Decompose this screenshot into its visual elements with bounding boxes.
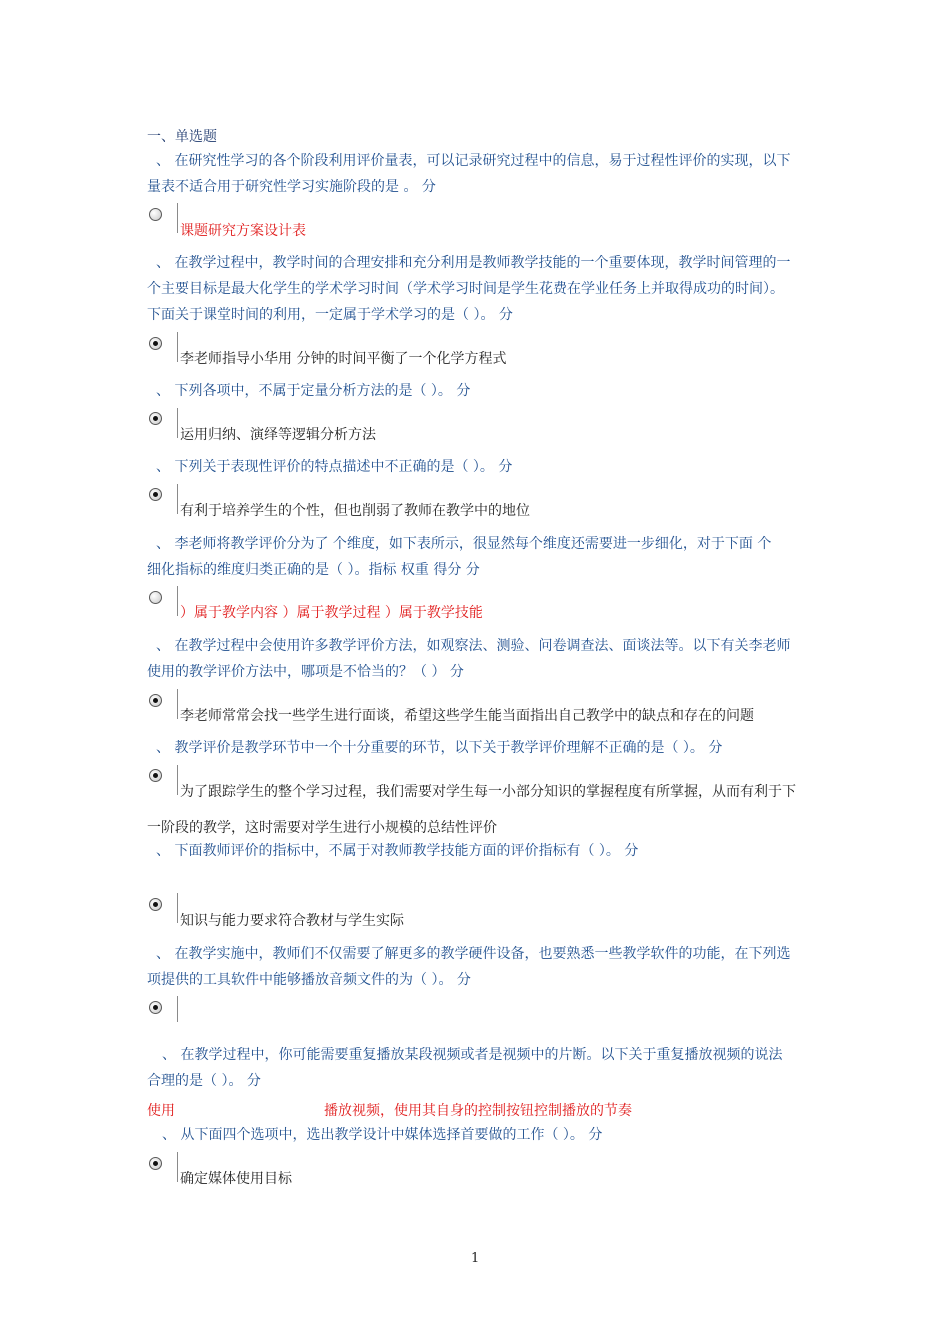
- question-7-answer[interactable]: 为了跟踪学生的整个学习过程，我们需要对学生每一小部分知识的掌握程度有所掌握，从而有利于下: [180, 784, 796, 800]
- option-divider: [177, 689, 178, 719]
- question-11-line-1: 、 从下面四个选项中，选出教学设计中媒体选择首要做的工作（ ）。 分: [162, 1127, 603, 1143]
- question-2-line-1: 、 在教学过程中，教学时间的合理安排和充分利用是教师教学技能的一个重要体现，教学时间管理的一: [156, 255, 791, 271]
- question-3-line-1: 、 下列各项中，不属于定量分析方法的是（ ）。 分: [156, 383, 471, 399]
- question-5-line-1: 、 李老师将教学评价分为了 个维度，如下表所示，很显然每个维度还需要进一步细化，对于下面 个: [156, 536, 772, 552]
- question-10-answer-prefix[interactable]: 使用: [147, 1103, 175, 1119]
- question-3-answer[interactable]: 运用归纳、演绎等逻辑分析方法: [180, 427, 376, 443]
- question-7-radio-selected[interactable]: [149, 769, 162, 782]
- question-1-answer[interactable]: 课题研究方案设计表: [180, 223, 306, 239]
- option-divider: [177, 1152, 178, 1182]
- question-8-answer[interactable]: 知识与能力要求符合教材与学生实际: [180, 913, 404, 929]
- question-6-answer[interactable]: 李老师常常会找一些学生进行面谈，希望这些学生能当面指出自己教学中的缺点和存在的问题: [180, 708, 754, 724]
- option-divider: [177, 893, 178, 923]
- question-4-answer[interactable]: 有利于培养学生的个性，但也削弱了教师在教学中的地位: [180, 503, 530, 519]
- question-7-answer-cont: 一阶段的教学，这时需要对学生进行小规模的总结性评价: [147, 820, 497, 836]
- question-2-line-2: 个主要目标是最大化学生的学术学习时间（学术学习时间是学生花费在学业任务上并取得成功的时间）。: [147, 281, 784, 297]
- question-6-radio-selected[interactable]: [149, 694, 162, 707]
- page-number: 1: [471, 1251, 480, 1266]
- question-8-radio-selected[interactable]: [149, 898, 162, 911]
- question-6-line-2: 使用的教学评价方法中，哪项是不恰当的？（ ） 分: [147, 664, 464, 680]
- question-9-line-2: 项提供的工具软件中能够播放音频文件的为（ ）。 分: [147, 972, 471, 988]
- question-2-line-3: 下面关于课堂时间的利用，一定属于学术学习的是（ ）。 分: [147, 307, 513, 323]
- question-1-line-1: 、 在研究性学习的各个阶段利用评价量表，可以记录研究过程中的信息，易于过程性评价的实现，以下: [156, 153, 791, 169]
- option-divider: [177, 996, 178, 1022]
- question-6-line-1: 、 在教学过程中会使用许多教学评价方法，如观察法、测验、问卷调查法、面谈法等。以下有关李老师: [156, 638, 791, 654]
- option-divider: [177, 586, 178, 616]
- question-4-line-1: 、 下列关于表现性评价的特点描述中不正确的是（ ）。 分: [156, 459, 513, 475]
- question-10-answer[interactable]: 播放视频，使用其自身的控制按钮控制播放的节奏: [324, 1103, 632, 1119]
- question-11-answer[interactable]: 确定媒体使用目标: [180, 1171, 292, 1187]
- option-divider: [177, 484, 178, 514]
- question-5-line-2: 细化指标的维度归类正确的是（ ）。指标 权重 得分 分: [147, 562, 480, 578]
- question-5-answer[interactable]: ）属于教学内容 ）属于教学过程 ）属于教学技能: [180, 605, 483, 621]
- question-10-line-1: 、 在教学过程中，你可能需要重复播放某段视频或者是视频中的片断。以下关于重复播放视频的说法: [162, 1047, 783, 1063]
- question-3-radio-selected[interactable]: [149, 412, 162, 425]
- question-11-radio-selected[interactable]: [149, 1157, 162, 1170]
- option-divider: [177, 203, 178, 233]
- question-8-line-1: 、 下面教师评价的指标中，不属于对教师教学技能方面的评价指标有（ ）。 分: [156, 843, 639, 859]
- option-divider: [177, 332, 178, 362]
- question-10-line-2: 合理的是（ ）。 分: [147, 1073, 261, 1089]
- question-7-line-1: 、 教学评价是教学环节中一个十分重要的环节，以下关于教学评价理解不正确的是（ ）。 分: [156, 740, 723, 756]
- question-9-radio-selected[interactable]: [149, 1001, 162, 1014]
- question-9-line-1: 、 在教学实施中，教师们不仅需要了解更多的教学硬件设备，也要熟悉一些教学软件的功能，在下列选: [156, 946, 791, 962]
- option-divider: [177, 765, 178, 795]
- section-title: 一、单选题: [147, 129, 217, 145]
- question-4-radio-selected[interactable]: [149, 488, 162, 501]
- question-1-line-2: 量表不适合用于研究性学习实施阶段的是 。 分: [147, 179, 436, 195]
- question-2-answer[interactable]: 李老师指导小华用 分钟的时间平衡了一个化学方程式: [180, 351, 507, 367]
- question-5-radio[interactable]: [149, 591, 162, 604]
- question-1-radio[interactable]: [149, 208, 162, 221]
- option-divider: [177, 408, 178, 438]
- question-2-radio-selected[interactable]: [149, 337, 162, 350]
